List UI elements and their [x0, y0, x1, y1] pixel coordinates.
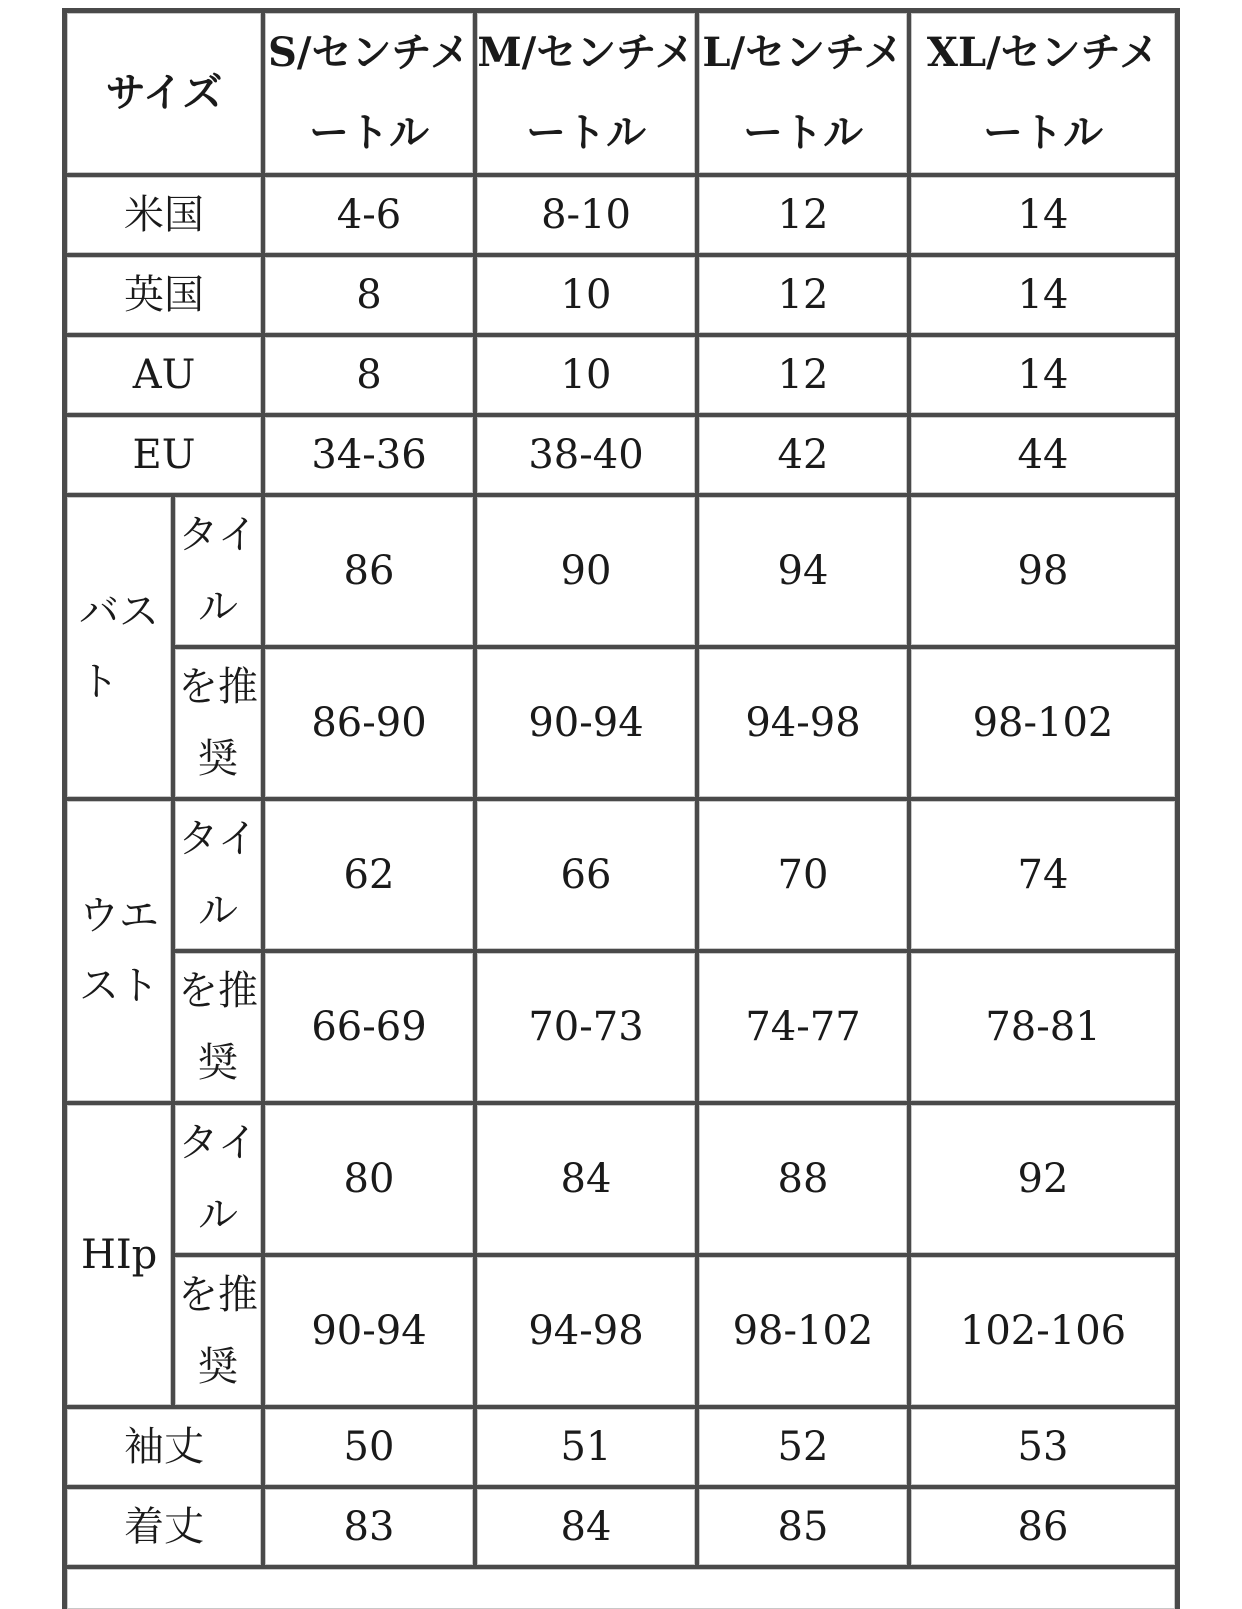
table-cell: 86: [263, 495, 475, 647]
table-cell: 42: [697, 415, 909, 495]
size-chart-table: [62, 8, 1180, 1609]
table-cell: 66: [475, 799, 697, 951]
table-cell: 86: [909, 1487, 1177, 1567]
table-cell: 8-10: [475, 175, 697, 255]
table-row: [65, 1407, 1177, 1487]
row-label: AU: [65, 335, 263, 415]
table-cell: 4-6: [263, 175, 475, 255]
table-cell: 52: [697, 1407, 909, 1487]
table-cell: 44: [909, 415, 1177, 495]
table-cell: 53: [909, 1407, 1177, 1487]
row-label: 袖丈: [65, 1407, 263, 1487]
group-label-waist: ウエスト: [65, 799, 173, 1103]
table-cell: 12: [697, 335, 909, 415]
row-label: EU: [65, 415, 263, 495]
sub-label: タイル: [173, 1103, 263, 1255]
table-cell: 90-94: [263, 1255, 475, 1407]
table-cell: 90-94: [475, 647, 697, 799]
sub-label: タイル: [173, 799, 263, 951]
table-row: [65, 951, 1177, 1103]
table-cell-empty: [65, 1567, 1177, 1609]
table-cell: 88: [697, 1103, 909, 1255]
table-cell: 8: [263, 335, 475, 415]
size-header: サイズ: [65, 11, 263, 175]
table-row: [65, 1255, 1177, 1407]
table-cell: 92: [909, 1103, 1177, 1255]
sub-label: を推奨: [173, 1255, 263, 1407]
table-cell: 84: [475, 1103, 697, 1255]
table-cell: 83: [263, 1487, 475, 1567]
row-label: 英国: [65, 255, 263, 335]
table-row: [65, 335, 1177, 415]
size-chart-container: [62, 8, 1180, 1609]
table-cell: 50: [263, 1407, 475, 1487]
table-cell: 10: [475, 335, 697, 415]
table-cell: 80: [263, 1103, 475, 1255]
table-cell: 8: [263, 255, 475, 335]
table-cell: 86-90: [263, 647, 475, 799]
sub-label: を推奨: [173, 647, 263, 799]
table-cell: 102-106: [909, 1255, 1177, 1407]
table-cell: 98-102: [909, 647, 1177, 799]
row-label: 米国: [65, 175, 263, 255]
table-cell: 10: [475, 255, 697, 335]
table-cell: 70-73: [475, 951, 697, 1103]
column-header-xl: XL/センチメートル: [909, 11, 1177, 175]
column-header-s: S/センチメートル: [263, 11, 475, 175]
table-cell: 14: [909, 175, 1177, 255]
table-row: [65, 415, 1177, 495]
table-cell: 85: [697, 1487, 909, 1567]
table-cell: 70: [697, 799, 909, 951]
table-cell: 78-81: [909, 951, 1177, 1103]
table-cell: 98-102: [697, 1255, 909, 1407]
table-cell: 14: [909, 335, 1177, 415]
table-row: [65, 1487, 1177, 1567]
table-cell: 12: [697, 175, 909, 255]
table-cell: 94: [697, 495, 909, 647]
table-cell: 12: [697, 255, 909, 335]
column-header-m: M/センチメートル: [475, 11, 697, 175]
table-row: [65, 175, 1177, 255]
table-row: [65, 647, 1177, 799]
table-cell: 38-40: [475, 415, 697, 495]
table-cell: 84: [475, 1487, 697, 1567]
table-cell: 62: [263, 799, 475, 951]
table-cell: 74-77: [697, 951, 909, 1103]
table-cell: 51: [475, 1407, 697, 1487]
table-cell: 90: [475, 495, 697, 647]
table-row: [65, 255, 1177, 335]
group-label-bust: バスト: [65, 495, 173, 799]
group-label-hip: HIp: [65, 1103, 173, 1407]
table-row: [65, 495, 1177, 647]
table-cell: 94-98: [697, 647, 909, 799]
sub-label: タイル: [173, 495, 263, 647]
table-row: [65, 799, 1177, 951]
row-label: 着丈: [65, 1487, 263, 1567]
table-cell: 14: [909, 255, 1177, 335]
table-cell: 34-36: [263, 415, 475, 495]
table-row-partial: [65, 1567, 1177, 1609]
table-header-row: [65, 11, 1177, 175]
table-cell: 66-69: [263, 951, 475, 1103]
table-cell: 94-98: [475, 1255, 697, 1407]
table-row: [65, 1103, 1177, 1255]
table-cell: 98: [909, 495, 1177, 647]
table-cell: 74: [909, 799, 1177, 951]
sub-label: を推奨: [173, 951, 263, 1103]
column-header-l: L/センチメートル: [697, 11, 909, 175]
